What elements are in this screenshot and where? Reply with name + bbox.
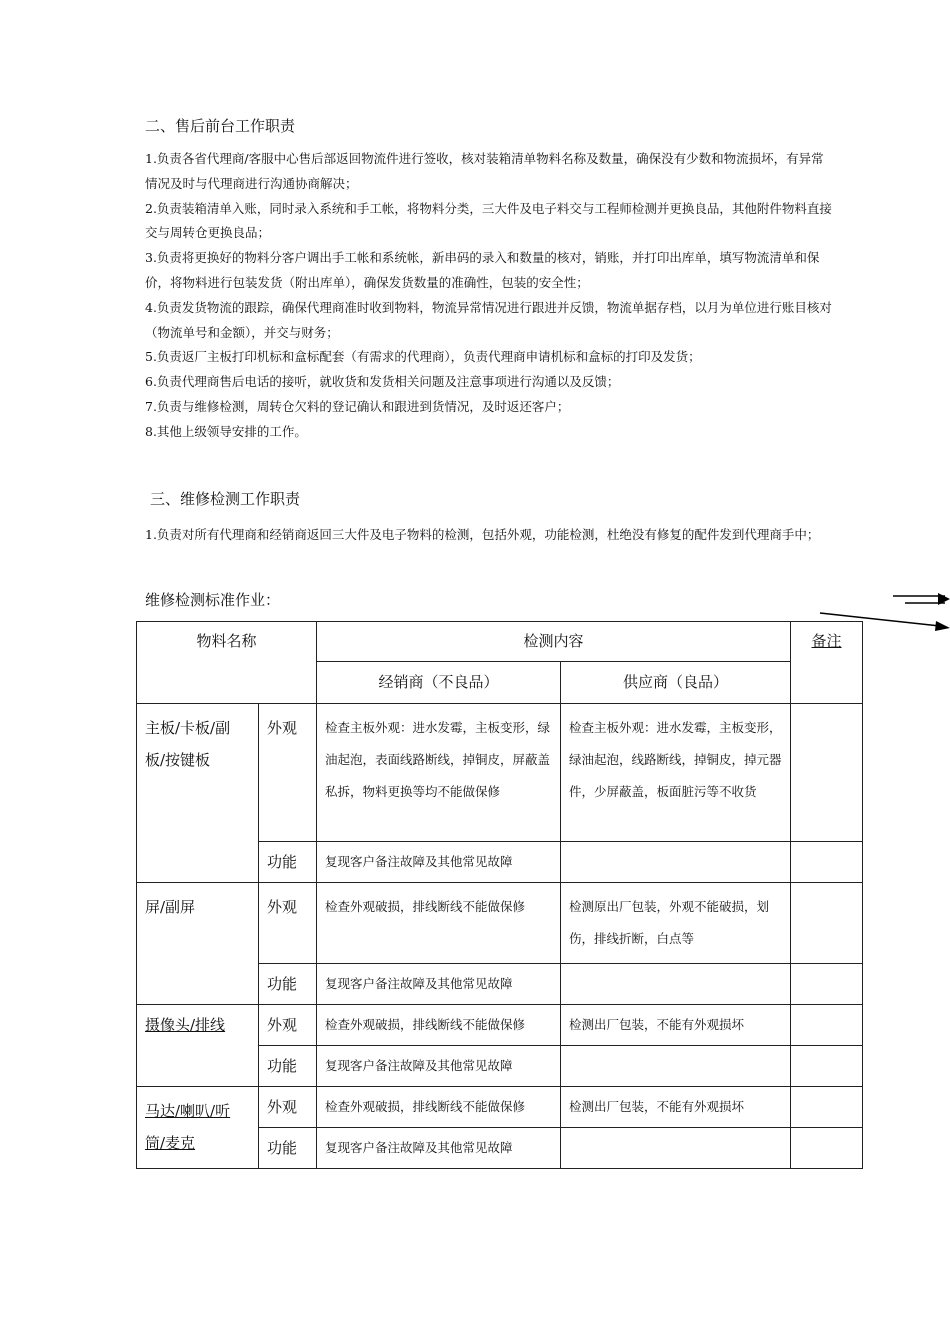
- list-item: 1.负责对所有代理商和经销商返回三大件及电子物料的检测，包括外观，功能检测，杜绝没有修复的配件发到代理商手中；: [145, 527, 820, 542]
- function-label: 功能: [259, 842, 317, 883]
- material-cell: 马达/喇叭/听筒/麦克: [137, 1087, 259, 1169]
- list-item: 3.负责将更换好的物料分客户调出手工帐和系统帐，新串码的录入和数量的核对，销账，并打印出库单，填写物流清单和保价，将物料进行包装发货（附出库单），确保发货数量的准确性，包装的安全性；: [145, 250, 820, 290]
- section3-list: [145, 519, 835, 550]
- function-dealer: 复现客户备注故障及其他常见故障: [317, 842, 561, 883]
- appearance-supplier: 检测出厂包装，不能有外观损坏: [561, 1087, 791, 1128]
- list-item: 1.负责各省代理商/客服中心售后部返回物流件进行签收，核对装箱清单物料名称及数量，确保没有少数和物流损坏，有异常情况及时与代理商进行沟通协商解决；: [145, 151, 824, 191]
- appearance-supplier: 检测原出厂包装，外观不能破损，划伤，排线折断，白点等: [561, 883, 791, 964]
- function-label: 功能: [259, 964, 317, 1005]
- appearance-dealer: 检查外观破损，排线断线不能做保修: [317, 1005, 561, 1046]
- function-supplier: [561, 1128, 791, 1169]
- table-row: [137, 1087, 863, 1128]
- function-dealer: 复现客户备注故障及其他常见故障: [317, 1046, 561, 1087]
- header-content: 检测内容: [317, 622, 791, 662]
- appearance-dealer: 检查主板外观：进水发霉，主板变形，绿油起泡，表面线路断线，掉铜皮，屏蔽盖私拆，物料更换等均不能做保修: [317, 704, 561, 842]
- list-item: 2.负责装箱清单入账，同时录入系统和手工帐，将物料分类，三大件及电子料交与工程师检测并更换良品，其他附件物料直接交与周转仓更换良品；: [145, 200, 832, 241]
- table-row: [137, 1005, 863, 1046]
- remark-cell: [791, 842, 863, 883]
- appearance-label: 外观: [259, 1087, 317, 1128]
- material-cell: 摄像头/排线: [137, 1005, 259, 1087]
- function-supplier: [561, 1046, 791, 1087]
- appearance-label: 外观: [259, 704, 317, 842]
- function-dealer: 复现客户备注故障及其他常见故障: [317, 964, 561, 1005]
- list-item: 8.其他上级领导安排的工作。: [145, 423, 307, 439]
- material-cell: 主板/卡板/副板/按键板: [137, 704, 259, 883]
- remark-cell: [791, 964, 863, 1005]
- appearance-supplier: 检查主板外观：进水发霉，主板变形，绿油起泡，线路断线，掉铜皮，掉元器件，少屏蔽盖，板面脏污等不收货: [561, 704, 791, 842]
- function-label: 功能: [259, 1128, 317, 1169]
- section2-list: [145, 147, 835, 445]
- function-supplier: [561, 964, 791, 1005]
- remark-cell: [791, 704, 863, 842]
- appearance-dealer: 检查外观破损，排线断线不能做保修: [317, 1087, 561, 1128]
- list-item: 6.负责代理商售后电话的接听，就收货和发货相关问题及注意事项进行沟通以及反馈；: [145, 374, 620, 390]
- header-dealer: 经销商（不良品）: [317, 662, 561, 704]
- function-dealer: 复现客户备注故障及其他常见故障: [317, 1128, 561, 1169]
- table-row: [137, 704, 863, 842]
- remark-cell: [791, 883, 863, 964]
- header-remark: 备注: [791, 622, 863, 704]
- header-supplier: 供应商（良品）: [561, 662, 791, 704]
- header-material: 物料名称: [137, 622, 317, 704]
- function-label: 功能: [259, 1046, 317, 1087]
- appearance-label: 外观: [259, 1005, 317, 1046]
- section3-title: 三、维修检测工作职责: [150, 490, 301, 508]
- section2-title: 二、售后前台工作职责: [145, 117, 296, 135]
- remark-cell: [791, 1046, 863, 1087]
- list-item: 5.负责返厂主板打印机标和盒标配套（有需求的代理商），负责代理商申请机标和盒标的打印及发货；: [145, 349, 701, 365]
- material-cell: 屏/副屏: [137, 883, 259, 1005]
- remark-cell: [791, 1087, 863, 1128]
- remark-cell: [791, 1005, 863, 1046]
- table-label: 维修检测标准作业：: [145, 591, 281, 609]
- list-item: 7.负责与维修检测，周转仓欠料的登记确认和跟进到货情况，及时返还客户；: [145, 398, 570, 414]
- function-supplier: [561, 842, 791, 883]
- appearance-supplier: 检测出厂包装，不能有外观损坏: [561, 1005, 791, 1046]
- appearance-dealer: 检查外观破损，排线断线不能做保修: [317, 883, 561, 964]
- appearance-label: 外观: [259, 883, 317, 964]
- remark-cell: [791, 1128, 863, 1169]
- inspection-table: [136, 621, 863, 1169]
- list-item: 4.负责发货物流的跟踪，确保代理商准时收到物料，物流异常情况进行跟进并反馈，物流单据存档，以月为单位进行账目核对（物流单号和金额），并交与财务；: [145, 299, 832, 340]
- table-row: [137, 883, 863, 964]
